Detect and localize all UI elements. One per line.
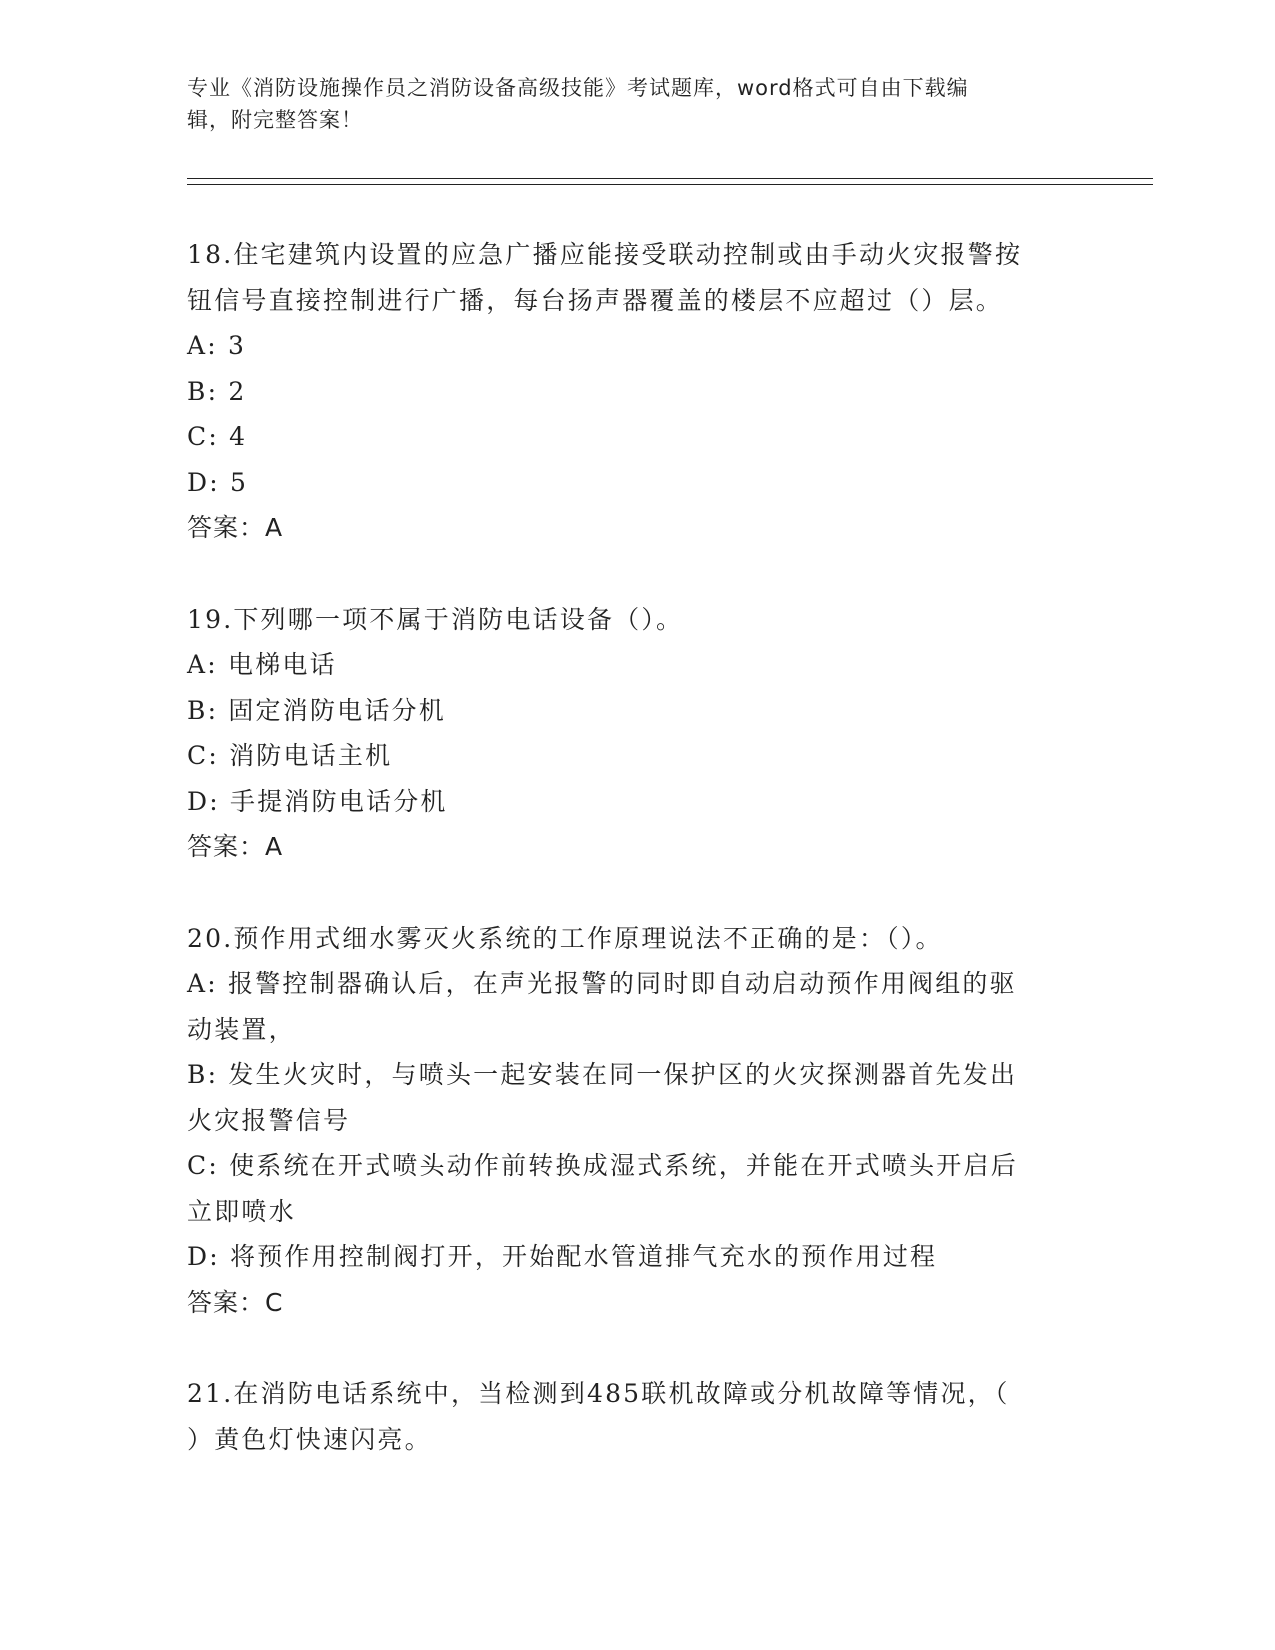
answer-option-line: C: 使系统在开式喷头动作前转换成湿式系统，并能在开式喷头开启后 (187, 1151, 1018, 1180)
header-line-2: 辑，附完整答案！ (187, 108, 363, 132)
question (187, 916, 1067, 1326)
answer-option (187, 323, 1067, 369)
answer-option-line: D: 将预作用控制阀打开，开始配水管道排气充水的预作用过程 (187, 1242, 938, 1271)
question-stem-line: ）黄色灯快速闪亮。 (187, 1424, 432, 1454)
question-stem (187, 1371, 1067, 1462)
document-header (187, 72, 1087, 136)
question-stem (187, 916, 1067, 962)
answer-option-line: D: 手提消防电话分机 (187, 786, 448, 816)
answer-option (187, 961, 1067, 1052)
answer-option-line: 立即喷水 (187, 1196, 296, 1226)
answer-key: 答案：C (187, 1287, 284, 1317)
answer-option-line: B: 发生火灾时，与喷头一起安装在同一保护区的火灾探测器首先发出 (187, 1060, 1018, 1089)
question-stem-line: 19.下列哪一项不属于消防电话设备（）。 (187, 604, 684, 634)
answer-option-line: D: 5 (187, 467, 249, 497)
answer-option-line: 火灾报警信号 (187, 1105, 351, 1135)
answer-option-line: C: 4 (187, 422, 248, 451)
question-stem-line: 钮信号直接控制进行广播，每台扬声器覆盖的楼层不应超过（）层。 (187, 285, 1004, 315)
question-stem-line: 20.预作用式细水雾灭火系统的工作原理说法不正确的是：（）。 (187, 923, 943, 953)
answer-option-line: A: 电梯电话 (187, 650, 337, 679)
answer-option (187, 688, 1067, 734)
answer-option (187, 369, 1067, 415)
answer-option (187, 779, 1067, 825)
answer-option-line: A: 3 (187, 331, 247, 360)
question (187, 232, 1067, 551)
question-stem-line: 21.在消防电话系统中，当检测到485联机故障或分机故障等情况，（ (187, 1379, 1010, 1408)
answer-key: 答案：A (187, 832, 284, 861)
header-divider-bottom (187, 184, 1153, 185)
question-stem-line: 18.住宅建筑内设置的应急广播应能接受联动控制或由手动火灾报警按 (187, 240, 1023, 269)
answer-option (187, 1143, 1067, 1234)
question-stem (187, 597, 1067, 643)
answer-option-line: B: 2 (187, 376, 247, 406)
header-divider-top (187, 178, 1153, 179)
question (187, 1371, 1067, 1462)
answer-key: 答案：A (187, 513, 284, 542)
answer-option (187, 460, 1067, 506)
answer-option-line: A: 报警控制器确认后，在声光报警的同时即自动启动预作用阀组的驱 (187, 969, 1017, 998)
answer-option (187, 1234, 1067, 1280)
answer-option (187, 414, 1067, 460)
answer-option-line: B: 固定消防电话分机 (187, 695, 446, 725)
answer-option (187, 733, 1067, 779)
answer-option (187, 642, 1067, 688)
question-list (187, 232, 1067, 1508)
question (187, 597, 1067, 870)
answer-option (187, 1052, 1067, 1143)
header-line-1: 专业《消防设施操作员之消防设备高级技能》考试题库，word格式可自由下载编 (187, 76, 969, 100)
question-stem (187, 232, 1067, 323)
answer-option-line: C: 消防电话主机 (187, 741, 393, 770)
answer-option-line: 动装置， (187, 1014, 296, 1044)
